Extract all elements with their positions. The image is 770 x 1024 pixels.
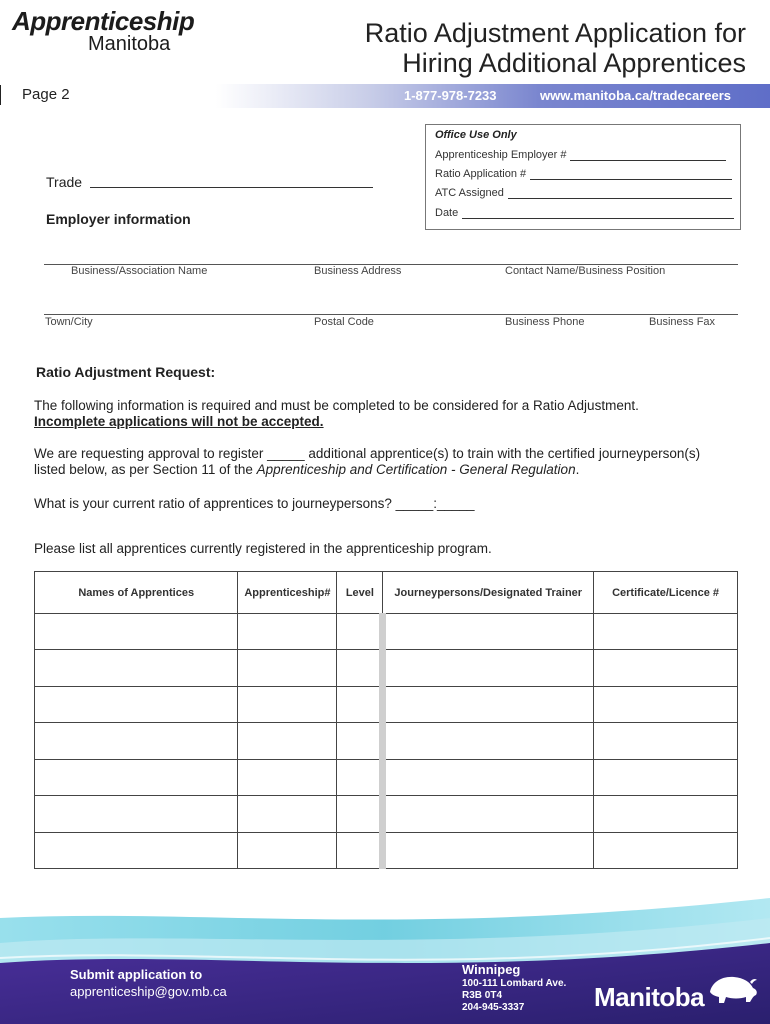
- table-cell[interactable]: [594, 650, 738, 686]
- approval-line-2: [34, 462, 734, 478]
- table-cell[interactable]: [594, 686, 738, 722]
- header-apprenticeship-number: Apprenticeship#: [238, 572, 337, 614]
- office-field-input[interactable]: [508, 189, 732, 199]
- table-cell[interactable]: [238, 796, 337, 832]
- table-cell[interactable]: [337, 614, 383, 650]
- table-cell[interactable]: [383, 686, 594, 722]
- intro-text: The following information is required and must be completed to be considered for a Ratio Adjustment.: [34, 398, 639, 413]
- regulation-name: Apprenticeship and Certification - General Regulation: [256, 462, 576, 477]
- office-field-employer: [435, 149, 726, 161]
- trade-label: Trade: [46, 174, 83, 190]
- business-address-label: Business Address: [314, 265, 402, 277]
- business-fax-label: Business Fax: [649, 316, 716, 328]
- table-cell[interactable]: [35, 614, 238, 650]
- table-cell[interactable]: [383, 796, 594, 832]
- title-line-1: Ratio Adjustment Application for: [364, 18, 746, 48]
- address-line-3: 204-945-3337: [462, 1002, 525, 1013]
- address-line-2: R3B 0T4: [462, 990, 503, 1001]
- table-cell[interactable]: [594, 759, 738, 795]
- ratio-question: What is your current ratio of apprentices to journeypersons? _____:_____: [34, 496, 475, 511]
- postal-code-label: Postal Code: [314, 316, 374, 328]
- table-row: [35, 650, 738, 686]
- logo-manitoba-subtitle: Manitoba: [88, 33, 171, 55]
- table-cell[interactable]: [238, 723, 337, 759]
- header-names: Names of Apprentices: [35, 572, 238, 614]
- table-cell[interactable]: [337, 650, 383, 686]
- trade-input[interactable]: [90, 187, 373, 188]
- approval-line2-suffix: .: [575, 462, 580, 477]
- table-cell[interactable]: [383, 723, 594, 759]
- office-field-input[interactable]: [462, 209, 734, 219]
- office-field-input[interactable]: [530, 170, 732, 180]
- office-field-label: Apprenticeship Employer #: [435, 149, 567, 161]
- table-cell[interactable]: [337, 723, 383, 759]
- office-field-input[interactable]: [570, 151, 726, 161]
- office-field-label: Ratio Application #: [435, 168, 527, 180]
- table-cell[interactable]: [35, 723, 238, 759]
- table-cell[interactable]: [35, 796, 238, 832]
- page-marker: [0, 85, 1, 105]
- office-city: Winnipeg: [462, 962, 521, 977]
- employer-row2-line[interactable]: [44, 314, 738, 315]
- table-cell[interactable]: [383, 614, 594, 650]
- business-phone-label: Business Phone: [505, 316, 585, 328]
- list-instruction: Please list all apprentices currently registered in the apprenticeship program.: [34, 541, 492, 556]
- page-number: Page 2: [22, 86, 70, 103]
- ratio-request-heading: Ratio Adjustment Request:: [36, 364, 216, 380]
- apprentices-table: [34, 571, 738, 869]
- employer-heading: Employer information: [46, 211, 191, 227]
- office-use-title: Office Use Only: [435, 129, 517, 141]
- title-line-2: Hiring Additional Apprentices: [402, 48, 746, 78]
- approval-paragraph: [34, 446, 734, 478]
- table-cell[interactable]: [35, 686, 238, 722]
- town-city-label: Town/City: [45, 316, 93, 328]
- office-field-atc: [435, 187, 732, 199]
- office-field-ratio: [435, 168, 732, 180]
- approval-line-1: We are requesting approval to register _____ additional apprentice(s) to train with the certified journeyperson(s): [34, 446, 701, 461]
- table-cell[interactable]: [594, 832, 738, 868]
- office-field-label: ATC Assigned: [435, 187, 504, 199]
- warning-text: Incomplete applications will not be accepted.: [34, 414, 324, 429]
- table-cell[interactable]: [238, 650, 337, 686]
- table-row: [35, 614, 738, 650]
- approval-line2-prefix: listed below, as per Section 11 of the: [34, 462, 257, 477]
- table-cell[interactable]: [238, 832, 337, 868]
- header-certificate: Certificate/Licence #: [594, 572, 738, 614]
- table-row: [35, 832, 738, 868]
- table-row: [35, 686, 738, 722]
- table-cell[interactable]: [337, 832, 383, 868]
- office-use-box: [425, 124, 741, 230]
- table-cell[interactable]: [337, 686, 383, 722]
- intro-paragraph: [34, 398, 734, 430]
- table-header-row: [35, 572, 738, 614]
- table-cell[interactable]: [35, 832, 238, 868]
- business-name-label: Business/Association Name: [71, 265, 208, 277]
- contact-name-label: Contact Name/Business Position: [505, 265, 666, 277]
- logo-apprenticeship: Apprenticeship: [12, 6, 195, 36]
- manitoba-logo: Manitoba: [594, 982, 705, 1012]
- office-field-date: [435, 207, 734, 219]
- table-cell[interactable]: [337, 759, 383, 795]
- table-row: [35, 796, 738, 832]
- table-cell[interactable]: [383, 650, 594, 686]
- table-cell[interactable]: [238, 759, 337, 795]
- bison-icon: [706, 972, 760, 1008]
- header-journeypersons: Journeypersons/Designated Trainer: [383, 572, 594, 614]
- table-row: [35, 723, 738, 759]
- table-row: [35, 759, 738, 795]
- table-cell[interactable]: [594, 796, 738, 832]
- submit-title: Submit application to: [70, 967, 203, 982]
- table-cell[interactable]: [383, 832, 594, 868]
- table-cell[interactable]: [337, 796, 383, 832]
- table-cell[interactable]: [35, 650, 238, 686]
- address-line-1: 100-111 Lombard Ave.: [462, 978, 567, 989]
- table-cell[interactable]: [594, 723, 738, 759]
- table-cell[interactable]: [238, 614, 337, 650]
- header-level: Level: [337, 572, 383, 614]
- table-cell[interactable]: [383, 759, 594, 795]
- office-field-label: Date: [435, 207, 459, 219]
- table-cell[interactable]: [594, 614, 738, 650]
- document-title: [286, 18, 746, 78]
- website-link[interactable]: www.manitoba.ca/tradecareers: [540, 88, 731, 103]
- submit-email-link[interactable]: apprenticeship@gov.mb.ca: [70, 984, 227, 999]
- table-cell[interactable]: [35, 759, 238, 795]
- phone-number: 1-877-978-7233: [404, 88, 497, 103]
- table-cell[interactable]: [238, 686, 337, 722]
